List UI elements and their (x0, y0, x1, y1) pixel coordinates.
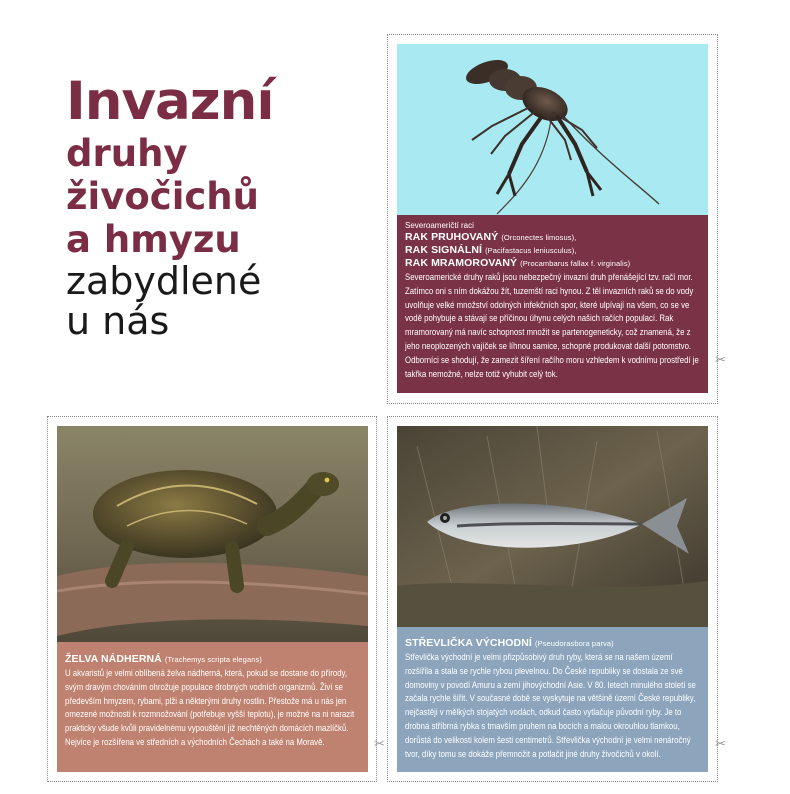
scissors-icon: ✂ (715, 736, 726, 751)
crayfish-category: Severoameričtí raci (405, 221, 474, 230)
title-line-4: a hmyzu (66, 218, 241, 261)
turtle-info-panel (57, 642, 368, 772)
crayfish-name-2: RAK SIGNÁLNÍ (Pacifastacus leniusculus), (405, 244, 577, 256)
crayfish-name-1: RAK PRUHOVANÝ (Orconectes limosus), (405, 231, 577, 243)
crayfish-info-panel (397, 215, 708, 393)
title-line-5: zabydlené (66, 259, 262, 303)
turtle-name: ŽELVA NÁDHERNÁ (Trachemys scripta elegans) (65, 653, 262, 665)
crayfish-name-3: RAK MRAMOROVANÝ (Procambarus fallax f. virginalis) (405, 257, 631, 269)
crayfish-photo (397, 44, 708, 215)
turtle-photo (57, 426, 368, 642)
fish-description: Střevlička východní je velmi přizpůsobivý druh ryby, která se na našem území rozšířila a stala se rychle rybou plevelnou. Do České republiky se dostala ze své domoviny v povodí Amuru a zemí jihovýchodní Asie. V 80. letech minulého století se začala rychle šířit. V současné době se vyskytuje na většině území České republiky, nejčastěji v mělkých stojatých vodách, odkud často vytlačuje původní ryby. Je to drobná stříbrná rybka s tmavším pruhem na bocích a malou okrouhlou tlamkou, dorůstá do velikosti kolem šesti centimetrů. Střevlička východní je velmi nenáročný tvor, díky tomu se dokáže přemnožit a potlačit jiné druhy živočichů v okolí. (405, 652, 696, 759)
scissors-icon: ✂ (715, 352, 726, 367)
scissors-icon: ✂ (374, 736, 385, 751)
title-line-3: živočichů (66, 175, 259, 218)
fish-photo (397, 426, 708, 627)
crayfish-illustration (397, 44, 708, 215)
turtle-card (47, 416, 385, 782)
turtle-description: U akvaristů je velmi oblíbená želva nádherná, která, pokud se dostane do přírody, svým dravým chováním ohrožuje populace drobných vodních organizmů. Živí se především hmyzem, rybami, plži a některými druhy rostlin. Přestože má u nás jen omezené možnosti k rozmnožování (potřebuje vyšší teplotu), je možné na ni narazit prakticky všude kvůli pravidelnému vypouštění již nechtěných domácích mazlíčků. Nejvíce je rozšířena ve středních a východních Čechách a také na Moravě. (65, 668, 355, 747)
fish-info-panel (397, 627, 708, 772)
fish-name: STŘEVLIČKA VÝCHODNÍ (Pseudorasbora parva) (405, 637, 614, 649)
turtle-illustration (57, 426, 368, 642)
crayfish-description: Severoamerické druhy raků jsou nebezpečný invazní druh přenášející tzv. račí mor. Zatímco oni s ním dokážou žít, tuzemští raci hynou. Z těl invazních raků se do vody uvolňuje velké množství odolných infekčních spor, které ulpívají na všem, co se ve vodě pohybuje a stávají se příčinou úhynu celých našich račích populací. Rak mramorovaný má navíc schopnost množit se partenogeneticky, což znamená, že z jeho neoplozených vajíček se líhnou samice, schopné produkovat další potomstvo. Odborníci se shodují, že zamezit šíření račího moru vzhledem k vodnímu prostředí je takřka nemožné, nelze totiž vyhubit celý tok. (405, 272, 699, 379)
crayfish-card (387, 34, 726, 404)
fish-illustration (397, 426, 708, 627)
title-line-6: u nás (66, 299, 170, 343)
page-title (66, 72, 366, 341)
title-line-1: Invazní (66, 71, 274, 132)
title-line-2: druhy (66, 132, 188, 175)
fish-card (387, 416, 726, 782)
